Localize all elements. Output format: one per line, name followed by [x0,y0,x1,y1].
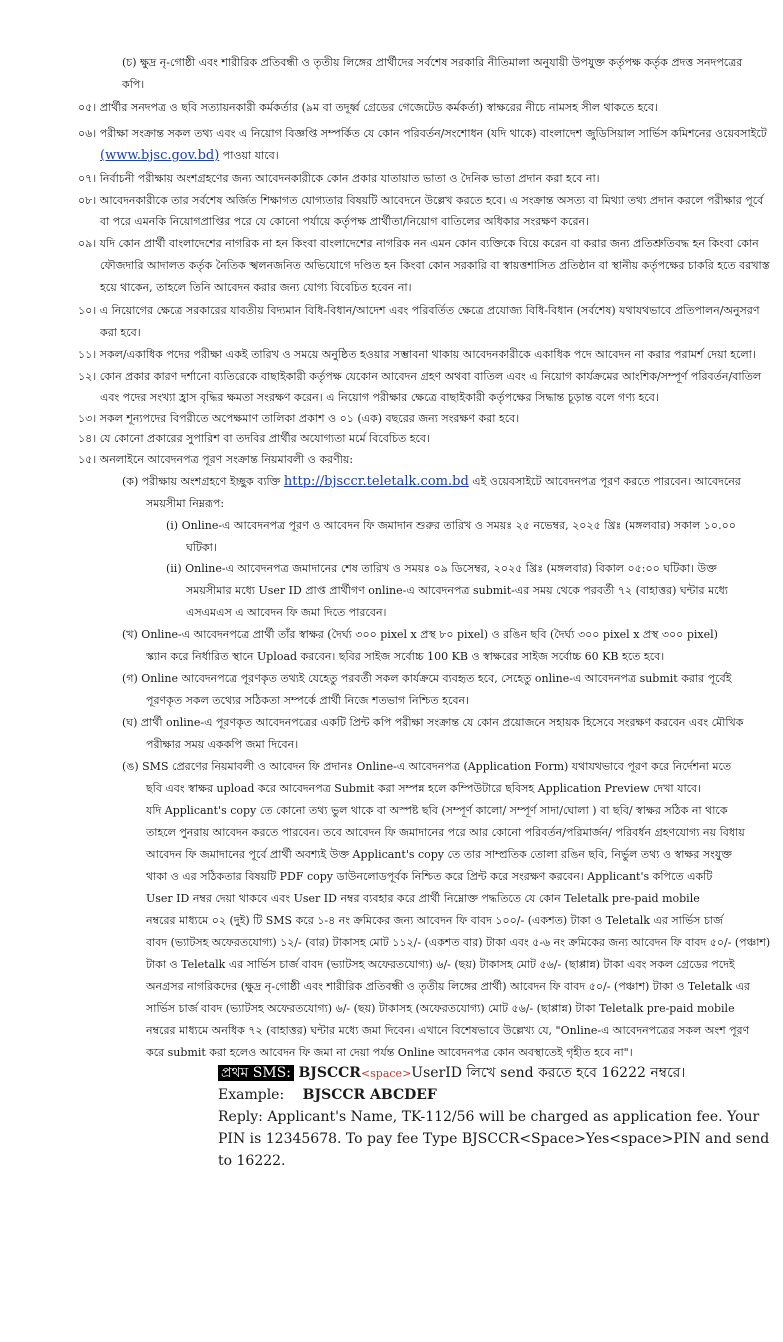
text-line: ছবি এবং স্বাক্ষর upload করে আবেদনপত্র Submit করা সম্পন্ন হলে কম্পিউটারে ছবিসহ Application Preview দেখা যাবে। [146,782,702,795]
sms-space-tag: <space> [360,1067,412,1080]
text-span: পাওয়া যাবে। [222,149,279,162]
text-line: (ঙ) SMS প্রেরণের নিয়মাবলী ও আবেদন ফি প্রদানঃ Online-এ আবেদনপত্র (Application Form) যথাযথভাবে পূরণ করে নির্দেশনা মতে [122,760,732,773]
text-line: বাবদ (ভ্যাটসহ অফেরতযোগ্য) ১২/- (বার) টাকাসহ মোট ১১২/- (একশত বার) টাকা এবং ৫-৬ নং ক্রমিকের জন্য আবেদন ফি বাবদ ৫০/- (পঞ্চাশ) [146,936,771,949]
bjsc-website-link[interactable]: (www.bjsc.gov.bd) [100,148,220,163]
sms-instruction-text: UserID লিখে send করতে হবে 16222 নম্বরে। [411,1065,686,1081]
sms-example-value: BJSCCR ABCDEF [302,1087,437,1103]
sms-example-line [218,1085,437,1105]
text-line: করে submit করা হলেও আবেদন ফি জমা না দেয়া পর্যন্ত Online আবেদনপত্র কোন অবস্থাতেই গৃহীত হবে না"। [146,1046,633,1059]
text-line: User ID নম্বর দেয়া থাকবে এবং User ID নম্বর ব্যবহার করে প্রার্থী নিম্নোক্ত পদ্ধতিতে যে কোন Teletalk pre-paid mobile [146,892,700,905]
text-line: ১০। এ নিয়োগের ক্ষেত্রে সরকারের যাবতীয় বিদ্যমান বিধি-বিধান/আদেশ এবং পরিবর্তিত ক্ষেত্রে প্রযোজ্য বিধি-বিধান (সর্বশেষ) যথাযথভাবে প্রতিপালন/অনুসরণ [78,304,760,317]
sms-reply-line: Reply: Applicant's Name, TK-112/56 will be charged as application fee. Your [218,1109,760,1125]
text-line: থাকা ও এর সঠিকতার বিষয়টি PDF copy ডাউনলোডপূর্বক নিশ্চিত করে প্রিন্ট করে সংরক্ষণ করবেন। Applicant's কপিতে একটি [146,870,713,883]
text-line: পূরণকৃত সকল তথ্যের সঠিকতা সম্পর্কে প্রার্থী নিজে শতভাগ নিশ্চিত হবেন। [146,694,470,707]
sms-instruction-line [218,1063,685,1084]
sms-code: BJSCCR [298,1065,361,1081]
text-line: হয়ে থাকেন, তাহলে তিনি আবেদন করার জন্য যোগ্য বিবেচিত হবেন না। [100,281,412,294]
sms-label-badge: প্রথম SMS: [218,1065,294,1081]
text-line: কপি। [122,78,145,91]
text-line: সময়সীমার মধ্যে User ID প্রাপ্ত প্রার্থীগণ online-এ আবেদনপত্র submit-এর সময় থেকে পরবর্তী ৭২ (বাহাত্তর) ঘন্টার মধ্যে [186,584,728,597]
text-line: ০৭। নির্বাচনী পরীক্ষায় অংশগ্রহণের জন্য আবেদনকারীকে কোন প্রকার যাতায়াত ভাতা ও দৈনিক ভাতা প্রদান করা হবে না। [78,172,600,185]
text-line: ঘটিকা। [186,541,217,554]
text-line: স্ক্যান করে নির্ধারিত স্থানে Upload করবেন। ছবির সাইজ সর্বোচ্চ 100 KB ও স্বাক্ষরের সাইজ সর্বোচ্চ 60 KB হতে হবে। [146,650,665,663]
sms-reply-line: to 16222. [218,1153,286,1169]
text-span: এই ওয়েবসাইটে আবেদনপত্র পূরণ করতে পারবেন। আবেদনের [472,475,741,488]
text-line: (গ) Online আবেদনপত্রে পূরণকৃত তথ্যই যেহেতু পরবর্তী সকল কার্যক্রমে ব্যবহৃত হবে, সেহেতু online-এ আবেদনপত্র submit করার পূর্বেই [122,672,732,685]
text-line: ০৫। প্রার্থীর সনদপত্র ও ছবি সত্যায়নকারী কর্মকর্তার (৯ম বা তদূর্ধ্ব গ্রেডের গেজেটেড কর্মকর্তা) স্বাক্ষরের নীচে নামসহ সীল থাকতে হবে। [78,101,658,114]
sms-example-label: Example: [218,1087,285,1103]
text-line: ১৪। যে কোনো প্রকারের সুপারিশ বা তদবির প্রার্থীর অযোগ্যতা মর্মে বিবেচিত হবে। [78,432,430,445]
text-line: ১২। কোন প্রকার কারণ দর্শানো ব্যতিরেকে বাছাইকারী কর্তৃপক্ষ যেকোন আবেদন গ্রহণ অথবা বাতিল এবং এ নিয়োগ কার্যক্রমের আংশিক/সম্পূর্ণ পরিবর্তন/বাতিল [78,370,762,383]
text-line: ০৮। আবেদনকারীকে তার সর্বশেষ অর্জিত শিক্ষাগত যোগ্যতার বিষয়টি আবেদনে উল্লেখ করতে হবে। এ সংক্রান্ত অসত্য বা মিথ্যা তথ্য প্রদান করলে পরীক্ষার পূর্বে [78,194,764,207]
text-line: (ii) Online-এ আবেদনপত্র জমাদানের শেষ তারিখ ও সময়ঃ ০৯ ডিসেম্বর, ২০২৫ খ্রিঃ (মঙ্গলবার) বিকাল ০৫:০০ ঘটিকা। উক্ত [166,562,717,575]
text-line: বা পরে এমনকি নিয়োগপ্রাপ্তির পরে যে কোনো পর্যায়ে কর্তৃপক্ষ প্রার্থীতা/নিয়োগ বাতিলের অধিকার সংরক্ষণ করেন। [100,215,589,228]
text-line: (i) Online-এ আবেদনপত্র পূরণ ও আবেদন ফি জমাদান শুরুর তারিখ ও সময়ঃ ২৫ নভেম্বর, ২০২৫ খ্রিঃ (মঙ্গলবার) সকাল ১০.০০ [166,519,736,532]
text-line: অনগ্রসর নাগরিকদের (ক্ষুদ্র নৃ-গোষ্ঠী এবং শারীরিক প্রতিবন্ধী ও তৃতীয় লিঙ্গের প্রার্থী) আবেদন ফি বাবদ ৫০/- (পঞ্চাশ) টাকা ও Teletalk এর [146,980,751,993]
text-line: নম্বরের মাধ্যমে ০২ (দুই) টি SMS করে ১-৪ নং ক্রমিকের জন্য আবেদন ফি বাবদ ১০০/- (একশত) টাকা ও Teletalk এর সার্ভিস চার্জ [146,914,723,927]
text-line: এবং পদের সংখ্যা হ্রাস বৃদ্ধির ক্ষমতা সংরক্ষণ করেন। এ নিয়োগ পরীক্ষার ক্ষেত্রে বাছাইকারী কর্তৃপক্ষের সিদ্ধান্ত চূড়ান্ত বলে গণ্য হবে। [100,391,659,404]
text-line: (চ) ক্ষুদ্র নৃ-গোষ্ঠী এবং শারীরিক প্রতিবন্ধী ও তৃতীয় লিঙ্গের প্রার্থীদের সর্বশেষ সরকারি নীতিমালা অনুযায়ী উপযুক্ত কর্তৃপক্ষ কর্তৃক প্রদত্ত সনদপত্রের [122,56,743,69]
text-line: ১১। সকল/একাধিক পদের পরীক্ষা একই তারিখ ও সময়ে অনুষ্ঠিত হওয়ার সম্ভাবনা থাকায় আবেদনকারীকে একাধিক পদে আবেদন না করার পরামর্শ দেয়া হলো। [78,348,756,361]
text-line: তাহলে পুনরায় আবেদন করতে পারবেন। তবে আবেদন ফি জমাদানের পরে আর কোনো পরিবর্তন/পরিমার্জন/ পরিবর্ধন গ্রহণযোগ্য নয় বিধায় [146,826,745,839]
text-line: ১৩। সকল শূন্যপদের বিপরীতে অপেক্ষমাণ তালিকা প্রকাশ ও ০১ (এক) বছরের জন্য সংরক্ষণ করা হবে। [78,412,520,425]
text-line [100,148,279,164]
text-line: ০৬। পরীক্ষা সংক্রান্ত সকল তথ্য এবং এ নিয়োগ বিজ্ঞপ্তি সম্পর্কিত যে কোন পরিবর্তন/সংশোধন (যদি থাকে) বাংলাদেশ জুডিসিয়াল সার্ভিস কমিশনের ওয়েবসাইটে [78,127,767,140]
text-line: ০৯। যদি কোন প্রার্থী বাংলাদেশের নাগরিক না হন কিংবা বাংলাদেশের নাগরিক নন এমন কোন ব্যক্তিকে বিয়ে করেন বা করার জন্য প্রতিশ্রুতিবদ্ধ হন কিংবা কোন [78,237,759,250]
text-line: পরীক্ষার সময় এককপি জমা দিবেন। [146,738,299,751]
text-line: ১৫। অনলাইনে আবেদনপত্র পূরণ সংক্রান্ত নিয়মাবলী ও করণীয়: [78,453,354,466]
teletalk-website-link[interactable]: http://bjsccr.teletalk.com.bd [283,474,469,489]
text-line [122,474,741,490]
text-line: (খ) Online-এ আবেদনপত্রে প্রার্থী তাঁর স্বাক্ষর (দৈর্ঘ্য ৩০০ pixel x প্রস্থ ৮০ pixel) ও রঙিন ছবি (দৈর্ঘ্য ৩০০ pixel x প্রস্থ ৩০০ pixel) [122,628,718,641]
text-line: (ঘ) প্রার্থী online-এ পূরণকৃত আবেদনপত্রের একটি প্রিন্ট কপি পরীক্ষা সংক্রান্ত যে কোন প্রয়োজনে সহায়ক হিসেবে সংরক্ষণ করবেন এবং মৌখিক [122,716,744,729]
text-line: সার্ভিস চার্জ বাবদ (ভ্যাটসহ অফেরতযোগ্য) ৬/- (ছয়) টাকাসহ (অফেরতযোগ্য) মোট ৫৬/- (ছাপ্পান্ন) টাকা Teletalk pre-paid mobile [146,1002,735,1015]
text-span: (ক) পরীক্ষায় অংশগ্রহণে ইচ্ছুক ব্যক্তি [122,475,281,488]
text-line: নম্বরের মাধ্যমে অনধিক ৭২ (বাহাত্তর) ঘন্টার মধ্যে জমা দিবেন। এখানে বিশেষভাবে উল্লেখ্য যে, "Online-এ আবেদনপত্রের সকল অংশ পূরণ [146,1024,750,1037]
sms-reply-line: PIN is 12345678. To pay fee Type BJSCCR<Space>Yes<space>PIN and send [218,1131,770,1147]
text-line: আবেদন ফি জমাদানের পূর্বে প্রার্থী অবশ্যই উক্ত Applicant's copy তে তার সাম্প্রতিক তোলা রঙিন ছবি, নির্ভুল তথ্য ও স্বাক্ষর সংযুক্ত [146,848,732,861]
text-line: সময়সীমা নিম্নরূপ: [146,497,225,510]
text-line: যদি Applicant's copy তে কোনো তথ্য ভুল থাকে বা অস্পষ্ট ছবি (সম্পূর্ণ কালো/ সম্পূর্ণ সাদা/ঘোলা ) বা ছবি/ স্বাক্ষর সঠিক না থাকে [146,804,728,817]
text-line: টাকা ও Teletalk এর সার্ভিস চার্জ বাবদ (ভ্যাটসহ অফেরতযোগ্য) ৬/- (ছয়) টাকাসহ মোট ৫৬/- (ছাপ্পান্ন) টাকা এবং সকল গ্রেডের পদেই [146,958,735,971]
text-line: এসএমএস এ আবেদন ফি জমা দিতে পারবেন। [186,606,387,619]
text-line: করা হবে। [100,326,141,339]
text-line: ফৌজদারি আদালত কর্তৃক নৈতিক স্খলনজনিত অভিযোগে দণ্ডিত হন কিংবা কোন সরকারি বা স্বায়ত্তশাসিত প্রতিষ্ঠান বা স্থানীয় কর্তৃপক্ষের চাকরি হতে বরখাস্ত [100,259,770,272]
